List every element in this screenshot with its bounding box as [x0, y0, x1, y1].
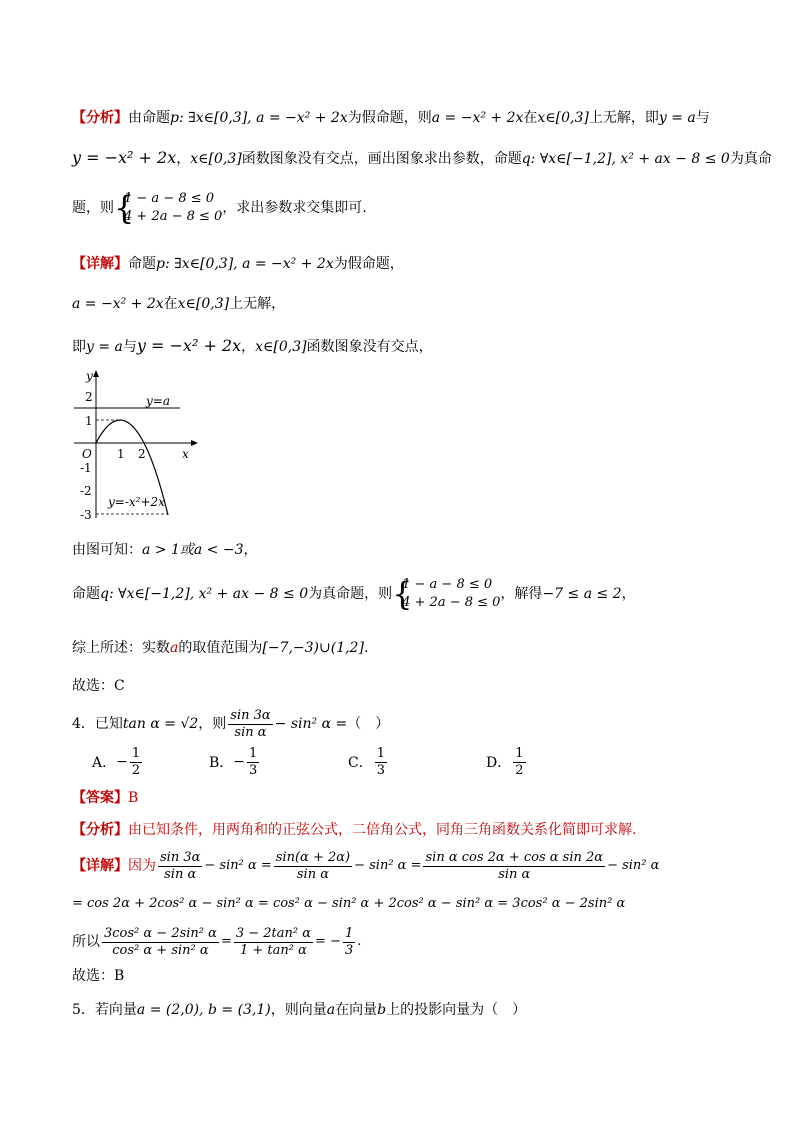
math: a = −x² + 2x: [431, 110, 524, 126]
numerator: 3 − 2tan² α: [235, 925, 312, 941]
eq: 4 + 2a − 8 ≤ 0: [124, 209, 223, 224]
q3-summary-line: [72, 638, 368, 658]
math: y = a: [658, 110, 696, 126]
numerator: 1: [249, 745, 258, 761]
text: 即: [72, 339, 86, 355]
option-sign: −: [233, 754, 246, 770]
text: 为假命题，则: [347, 110, 432, 126]
text: ，解得: [500, 586, 543, 602]
q3-conclude-line-2: [72, 576, 636, 616]
fraction: [228, 708, 272, 741]
text: 与: [122, 339, 137, 355]
option-letter: A．: [92, 755, 117, 771]
math: − sin² α: [607, 858, 660, 873]
math: = cos 2α + 2cos² α − sin² α = cos² α − sin² α + 2cos² α − sin² α = 3cos² α − 2sin² α: [72, 896, 626, 911]
text: 上无解，: [229, 296, 286, 312]
text: 由命题: [128, 110, 170, 126]
text: 的取值范围为: [178, 640, 263, 656]
text: 函数图象没有交点，画出图象求出参数，命题: [241, 151, 522, 167]
q3-analysis-line-3: [72, 190, 367, 230]
detail-label: 【详解】: [72, 256, 128, 272]
math: p: ∃x∈[0,3], a = −x² + 2x: [156, 256, 334, 272]
option-fraction: [130, 746, 142, 779]
math: − sin² α =: [274, 716, 348, 732]
math: a: [326, 1002, 336, 1018]
denominator: sin α: [498, 866, 531, 882]
fraction: [234, 926, 313, 959]
choose-text: 故选：C: [72, 678, 125, 694]
text: ，: [621, 586, 636, 602]
option-c[interactable]: [348, 744, 389, 780]
analysis-text: 由已知条件，用两角和的正弦公式，二倍角公式，同角三角函数关系化简即可求解.: [128, 822, 637, 838]
option-fraction: [375, 746, 387, 779]
math: y = −x² + 2x: [136, 336, 242, 355]
q4-detail-line-1: [72, 846, 659, 886]
math: = −: [315, 934, 341, 949]
equation-system: [392, 576, 500, 612]
x-axis-label: x: [182, 447, 189, 461]
math: x∈[0,3]: [537, 110, 589, 126]
text: 上无解，即: [588, 110, 659, 126]
numerator: sin(α + 2α): [275, 849, 351, 865]
math: y = a: [86, 339, 123, 355]
math: a > 1或a < −3: [142, 542, 244, 558]
denominator: 2: [515, 762, 524, 778]
math: a = (2,0), b = (3,1): [136, 1002, 271, 1018]
math: b: [377, 1002, 387, 1018]
text: 因为: [128, 858, 156, 874]
analysis-label: 【分析】: [72, 822, 128, 838]
q4-choose-line: [72, 966, 124, 986]
math: x∈[0,3]: [190, 151, 242, 167]
answer-value: B: [128, 790, 139, 806]
fraction: [423, 850, 605, 883]
denominator: 1 + tan² α: [239, 942, 307, 958]
denominator: sin α: [296, 866, 329, 882]
q4-analysis-line: [72, 820, 636, 840]
fraction: [274, 850, 352, 883]
equation-system: [114, 190, 222, 226]
function-graph: [72, 368, 202, 528]
x-tick-2: 2: [138, 447, 146, 461]
fraction: [158, 850, 202, 883]
denominator: sin α: [234, 724, 267, 740]
numerator: 3cos² α − 2sin² α: [104, 925, 217, 941]
math: q: ∀x∈[−1,2], x² + ax − 8 ≤ 0: [521, 151, 730, 167]
text: ，: [243, 542, 258, 558]
text: 综上所述：实数: [72, 640, 170, 656]
answer-label: 【答案】: [72, 790, 128, 806]
numerator: sin 3α: [160, 849, 201, 865]
text: .: [363, 640, 369, 656]
text: 为真命题，则: [308, 586, 393, 602]
y-tick-neg1: -1: [80, 461, 92, 475]
math: − sin² α =: [204, 858, 272, 873]
text: 4．已知: [72, 716, 123, 732]
option-d[interactable]: [486, 744, 528, 780]
text: 上的投影向量为（ ）: [386, 1002, 527, 1018]
option-sign: −: [116, 754, 128, 770]
text: 为真命: [729, 151, 772, 167]
math: .: [357, 934, 362, 949]
denominator: sin α: [164, 866, 197, 882]
analysis-label: 【分析】: [72, 110, 128, 126]
math: − sin² α =: [354, 858, 422, 873]
x-axis-arrow-icon: [191, 440, 198, 446]
q4-detail-line-2: [72, 894, 625, 914]
text: 题，则: [72, 200, 114, 216]
choose-text: 故选：B: [72, 968, 125, 984]
q4-stem: [72, 706, 389, 742]
math: x∈[0,3]: [255, 339, 307, 355]
text: 命题: [72, 586, 100, 602]
text: 在: [523, 110, 538, 126]
option-letter: B．: [209, 755, 234, 771]
math: p: ∃x∈[0,3], a = −x² + 2x: [170, 110, 348, 126]
math: a = −x² + 2x: [72, 296, 164, 312]
graph-svg: [72, 368, 202, 528]
text: ，求出参数求交集即可.: [222, 200, 367, 216]
fraction: [343, 926, 355, 959]
eq: { 1 − a − 8 ≤ 0: [124, 191, 215, 206]
detail-label: 【详解】: [72, 858, 128, 874]
option-fraction: [247, 746, 259, 779]
fraction: [102, 926, 219, 959]
denominator: 3: [249, 762, 258, 778]
y-axis-arrow-icon: [93, 370, 99, 377]
option-letter: C．: [348, 755, 373, 771]
numerator: 1: [376, 745, 385, 761]
q3-analysis-line-2: y = −x² + 2x，x∈[0,3]函数图象没有交点，画出图象求出参数，命题q: ∀x∈[−1,2], x² + ax − 8 ≤ 0为真命: [72, 148, 772, 167]
text: （ ）: [347, 716, 390, 732]
text: 与: [695, 110, 710, 126]
denominator: 3: [344, 942, 354, 958]
math: x∈[0,3]: [177, 296, 230, 312]
q4-options: [92, 744, 552, 780]
q3-detail-line-2: [72, 294, 285, 314]
q5-stem: [72, 1000, 526, 1020]
y-tick-2: 2: [85, 390, 93, 404]
math: =: [220, 934, 232, 949]
math: tan α = √2: [122, 716, 199, 732]
text: 命题: [128, 256, 156, 272]
denominator: 3: [376, 762, 385, 778]
math: q: ∀x∈[−1,2], x² + ax − 8 ≤ 0: [100, 586, 309, 602]
text: 在向量: [335, 1002, 378, 1018]
text: ，则向量: [270, 1002, 327, 1018]
y-tick-neg3: -3: [80, 508, 92, 522]
denominator: cos² α + sin² α: [112, 942, 209, 958]
q4-answer-line: [72, 788, 138, 808]
numerator: 1: [344, 925, 354, 941]
q3-conclude-line-1: [72, 540, 258, 560]
denominator: 2: [131, 762, 141, 778]
text: ，则: [198, 716, 227, 732]
q3-choose-line: [72, 676, 125, 696]
math: −7 ≤ a ≤ 2: [542, 586, 622, 602]
text: 所以: [72, 934, 100, 950]
text: 由图可知：: [72, 542, 142, 558]
numerator: sin 3α: [230, 707, 271, 723]
option-b[interactable]: [209, 744, 261, 780]
text: 5．若向量: [72, 1002, 137, 1018]
text: 函数图象没有交点，: [306, 339, 433, 355]
x-tick-1: 1: [117, 447, 125, 461]
text: 为假命题，: [333, 256, 404, 272]
eq: { 1 − a − 8 ≤ 0: [402, 577, 493, 592]
option-letter: D．: [486, 755, 512, 771]
eq: 4 + 2a − 8 ≤ 0: [402, 595, 501, 610]
q3-detail-line-1: [72, 254, 404, 274]
numerator: 1: [131, 745, 141, 761]
q3-detail-line-3: 即y = a与y = −x² + 2x，x∈[0,3]函数图象没有交点，: [72, 336, 433, 355]
q3-analysis-line-1: [72, 108, 710, 128]
y-tick-1: 1: [85, 414, 93, 428]
math: y = −x² + 2x: [72, 148, 177, 167]
y-tick-neg2: -2: [80, 484, 92, 498]
text: 在: [163, 296, 178, 312]
line-label: y=a: [146, 394, 170, 408]
math: a: [170, 640, 179, 656]
numerator: 1: [515, 745, 524, 761]
option-fraction: [513, 746, 525, 779]
curve-label: y=-x²+2x: [108, 495, 165, 509]
y-axis-label: y: [86, 369, 93, 383]
option-a[interactable]: [92, 744, 144, 780]
q4-detail-line-3: [72, 922, 361, 962]
numerator: sin α cos 2α + cos α sin 2α: [425, 849, 604, 865]
math: [−7,−3)∪(1,2]: [262, 640, 364, 656]
origin-label: O: [82, 447, 92, 461]
